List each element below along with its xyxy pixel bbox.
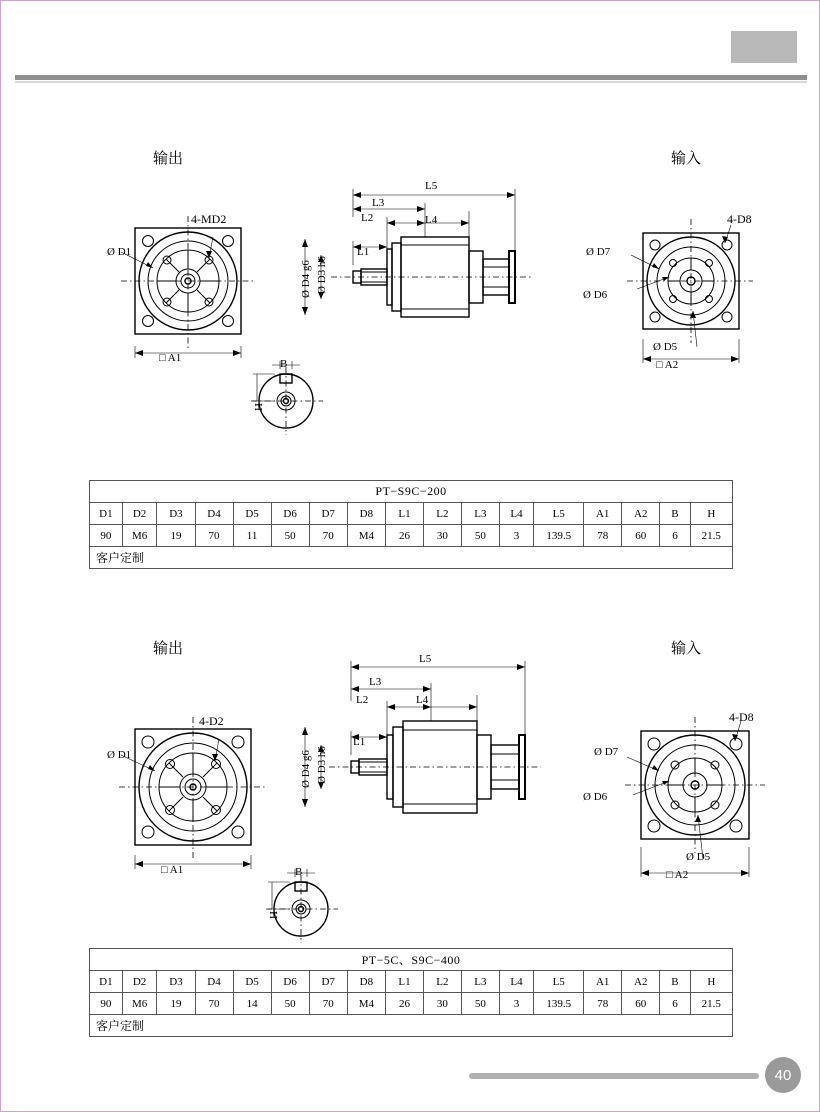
dim-l2-bottom: L2 bbox=[356, 694, 369, 706]
th-d1: D1 bbox=[90, 503, 123, 525]
table-row bbox=[90, 1015, 733, 1037]
th-d5: D5 bbox=[233, 503, 271, 525]
td-a1: 78 bbox=[584, 525, 622, 547]
td-b: 6 bbox=[660, 993, 690, 1015]
th-l5: L5 bbox=[534, 971, 584, 993]
dim-d6-top: Ø D6 bbox=[583, 289, 608, 301]
th-d3: D3 bbox=[157, 503, 195, 525]
th-l4: L4 bbox=[499, 971, 533, 993]
table-note-bottom: 客户定制 bbox=[90, 1015, 733, 1037]
th-l5: L5 bbox=[534, 503, 584, 525]
th-l2: L2 bbox=[423, 971, 461, 993]
dim-l5-top: L5 bbox=[425, 180, 438, 192]
td-h: 21.5 bbox=[690, 993, 732, 1015]
drawing-side-view-bottom bbox=[291, 651, 551, 851]
th-d1: D1 bbox=[90, 971, 123, 993]
dim-d5-top: Ø D5 bbox=[653, 341, 678, 353]
th-d6: D6 bbox=[271, 503, 309, 525]
th-d6: D6 bbox=[271, 971, 309, 993]
th-d5: D5 bbox=[233, 971, 271, 993]
th-d7: D7 bbox=[309, 503, 347, 525]
td-d8: M4 bbox=[347, 993, 385, 1015]
td-a2: 60 bbox=[622, 525, 660, 547]
td-d5: 14 bbox=[233, 993, 271, 1015]
dim-l5-bottom: L5 bbox=[419, 653, 432, 665]
table-row bbox=[90, 993, 733, 1015]
th-l1: L1 bbox=[386, 971, 424, 993]
drawing-side-view-top bbox=[291, 181, 541, 361]
td-d1: 90 bbox=[90, 993, 123, 1015]
th-d2: D2 bbox=[122, 503, 157, 525]
th-d4: D4 bbox=[195, 971, 233, 993]
td-d5: 11 bbox=[233, 525, 271, 547]
td-l4: 3 bbox=[499, 993, 533, 1015]
th-b: B bbox=[660, 971, 690, 993]
table-row bbox=[90, 971, 733, 993]
dim-l4-top: L4 bbox=[425, 214, 438, 226]
dim-d4-top: Ø D4 g6 bbox=[300, 260, 312, 298]
drawing-key-detail-top bbox=[231, 361, 341, 441]
th-d2: D2 bbox=[122, 971, 157, 993]
td-d3: 19 bbox=[157, 993, 195, 1015]
td-d4: 70 bbox=[195, 993, 233, 1015]
td-l2: 30 bbox=[423, 525, 461, 547]
dim-d6-bottom: Ø D6 bbox=[583, 791, 608, 803]
dim-b-bottom: B bbox=[295, 866, 303, 878]
td-l3: 50 bbox=[461, 525, 499, 547]
td-l2: 30 bbox=[423, 993, 461, 1015]
dim-d1-bottom: Ø D1 bbox=[107, 749, 132, 761]
table-row bbox=[90, 949, 733, 971]
td-l5: 139.5 bbox=[534, 525, 584, 547]
th-d4: D4 bbox=[195, 503, 233, 525]
th-d8: D8 bbox=[347, 971, 385, 993]
dim-l1-top: L1 bbox=[357, 246, 370, 258]
table-title-bottom: PT−5C、S9C−400 bbox=[90, 949, 733, 971]
dim-l3-bottom: L3 bbox=[369, 676, 382, 688]
td-d1: 90 bbox=[90, 525, 123, 547]
td-h: 21.5 bbox=[690, 525, 732, 547]
td-d6: 50 bbox=[271, 525, 309, 547]
dim-a1-top: □ A1 bbox=[159, 352, 182, 364]
dim-a2-bottom: □ A2 bbox=[666, 869, 689, 881]
td-l1: 26 bbox=[386, 993, 424, 1015]
td-d7: 70 bbox=[309, 993, 347, 1015]
th-a2: A2 bbox=[622, 971, 660, 993]
th-h: H bbox=[690, 971, 732, 993]
drawing-input-face-top bbox=[601, 211, 771, 381]
dim-d1-top: Ø D1 bbox=[107, 246, 132, 258]
drawing-key-detail-bottom bbox=[246, 869, 356, 949]
td-d3: 19 bbox=[157, 525, 195, 547]
th-d7: D7 bbox=[309, 971, 347, 993]
spec-table-bottom bbox=[89, 948, 733, 1037]
th-d8: D8 bbox=[347, 503, 385, 525]
page-number: 40 bbox=[765, 1057, 801, 1093]
td-l5: 139.5 bbox=[534, 993, 584, 1015]
dim-l4-bottom: L4 bbox=[416, 694, 429, 706]
label-input-top: 输入 bbox=[671, 149, 702, 167]
callout-4md2-top: 4-MD2 bbox=[191, 212, 227, 226]
drawing-input-face-bottom bbox=[599, 711, 779, 891]
td-l1: 26 bbox=[386, 525, 424, 547]
th-l4: L4 bbox=[499, 503, 533, 525]
dim-l1-bottom: L1 bbox=[353, 736, 366, 748]
td-d4: 70 bbox=[195, 525, 233, 547]
th-l3: L3 bbox=[461, 503, 499, 525]
th-b: B bbox=[660, 503, 690, 525]
td-d2: M6 bbox=[122, 525, 157, 547]
dim-b-top: B bbox=[280, 358, 288, 370]
section-top bbox=[1, 1, 820, 565]
dim-l2-top: L2 bbox=[361, 212, 374, 224]
td-d6: 50 bbox=[271, 993, 309, 1015]
label-input-bottom: 输入 bbox=[671, 639, 702, 657]
td-d7: 70 bbox=[309, 525, 347, 547]
th-l3: L3 bbox=[461, 971, 499, 993]
td-a2: 60 bbox=[622, 993, 660, 1015]
callout-4d2-bottom: 4-D2 bbox=[199, 714, 224, 728]
label-output-top: 输出 bbox=[153, 149, 184, 167]
dim-a2-top: □ A2 bbox=[656, 359, 679, 371]
callout-4d8-top: 4-D8 bbox=[727, 212, 752, 226]
th-l2: L2 bbox=[423, 503, 461, 525]
callout-4d8-bottom: 4-D8 bbox=[729, 710, 754, 724]
th-a1: A1 bbox=[584, 503, 622, 525]
dim-h-bottom: H bbox=[268, 911, 280, 919]
drawing-output-face-top bbox=[101, 206, 261, 376]
td-d8: M4 bbox=[347, 525, 385, 547]
dim-a1-bottom: □ A1 bbox=[161, 864, 184, 876]
th-d3: D3 bbox=[157, 971, 195, 993]
drawing-output-face-bottom bbox=[101, 709, 271, 889]
th-a1: A1 bbox=[584, 971, 622, 993]
dim-d3-top: Ø D3 h6 bbox=[316, 256, 328, 294]
td-d2: M6 bbox=[122, 993, 157, 1015]
dim-d4-bottom: Ø D4 g6 bbox=[300, 750, 312, 788]
dim-d3-bottom: Ø D3 h6 bbox=[316, 746, 328, 784]
label-output-bottom: 输出 bbox=[153, 639, 184, 657]
table-title-top: PT−S9C−200 bbox=[90, 481, 733, 503]
dim-d7-bottom: Ø D7 bbox=[594, 746, 619, 758]
td-l4: 3 bbox=[499, 525, 533, 547]
dim-d5-bottom: Ø D5 bbox=[686, 851, 711, 863]
td-a1: 78 bbox=[584, 993, 622, 1015]
td-b: 6 bbox=[660, 525, 690, 547]
th-h: H bbox=[690, 503, 732, 525]
th-l1: L1 bbox=[386, 503, 424, 525]
dim-d7-top: Ø D7 bbox=[586, 246, 611, 258]
th-a2: A2 bbox=[622, 503, 660, 525]
footer-rule bbox=[469, 1073, 759, 1079]
dim-h-top: H bbox=[253, 403, 265, 411]
td-l3: 50 bbox=[461, 993, 499, 1015]
section-bottom bbox=[1, 491, 820, 1051]
dim-l3-top: L3 bbox=[372, 197, 385, 209]
table-note-top: 客户定制 bbox=[90, 547, 733, 569]
